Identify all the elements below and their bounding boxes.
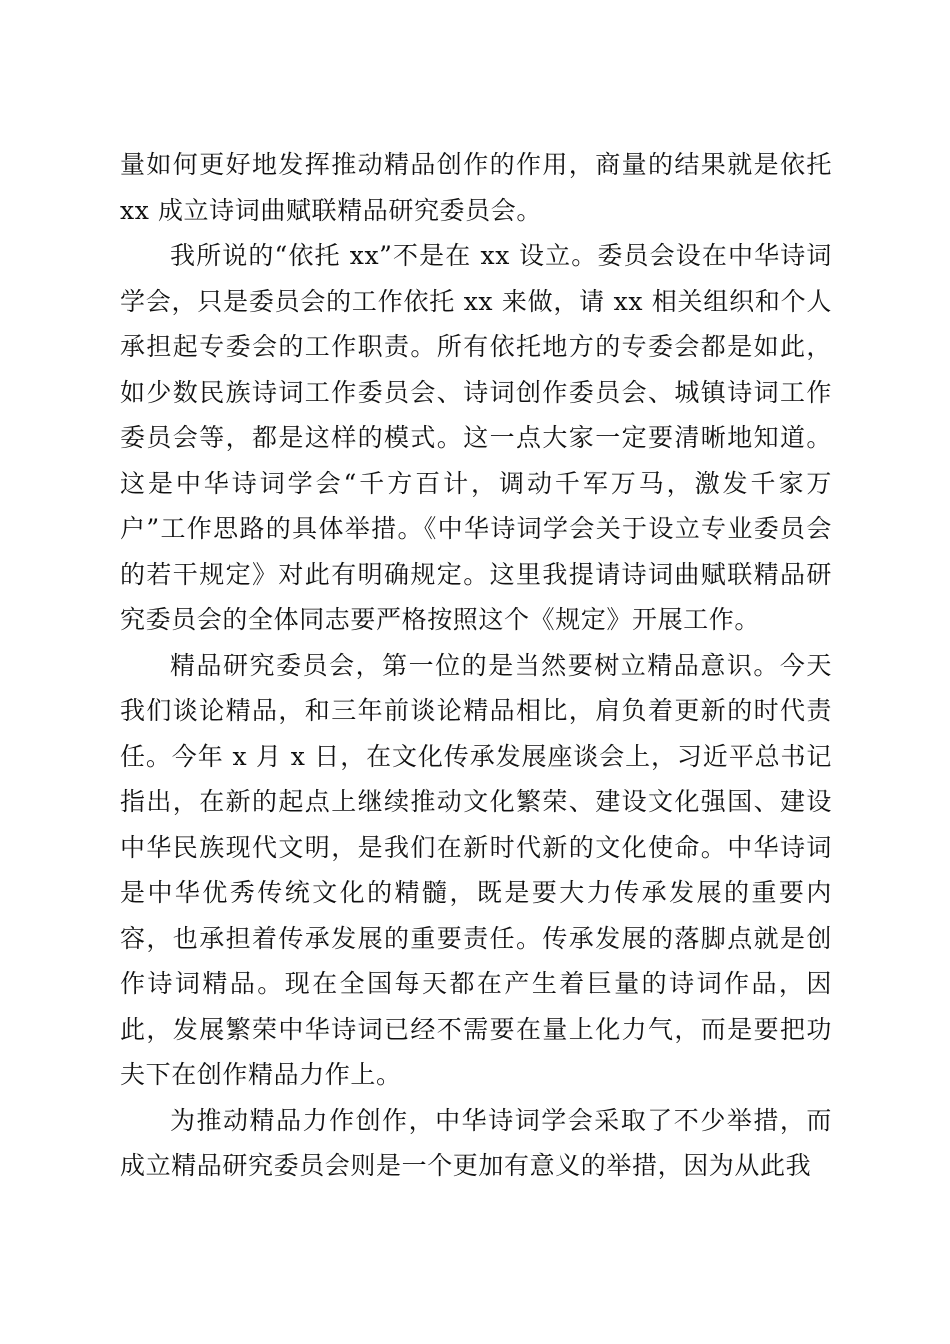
document-body xyxy=(120,142,832,1189)
paragraph-continuation: 量如何更好地发挥推动精品创作的作用，商量的结果就是依托 xx 成立诗词曲赋联精品研究委员会。 xyxy=(120,150,832,225)
paragraph: 为推动精品力作创作，中华诗词学会采取了不少举措，而成立精品研究委员会则是一个更加有意义的举措，因为从此我 xyxy=(120,1105,832,1180)
paragraph: 精品研究委员会，第一位的是当然要树立精品意识。今天我们谈论精品，和三年前谈论精品相比，肩负着更新的时代责任。今年 x 月 x 日，在文化传承发展座谈会上，习近平总书记指出，在新的起点上继续推动文化繁荣、建设文化强国、建设中华民族现代文明，是我们在新时代新的文化使命。中华诗词是中华优秀传统文化的精髓，既是要大力传承发展的重要内容，也承担着传承发展的重要责任。传承发展的落脚点就是创作诗词精品。现在全国每天都在产生着巨量的诗词作品，因此，发展繁荣中华诗词已经不需要在量上化力气，而是要把功夫下在创作精品力作上。 xyxy=(120,650,832,1089)
paragraph: 我所说的“依托 xx”不是在 xx 设立。委员会设在中华诗词学会，只是委员会的工作依托 xx 来做，请 xx 相关组织和个人承担起专委会的工作职责。所有依托地方的专委会都是如此，如少数民族诗词工作委员会、诗词创作委员会、城镇诗词工作委员会等，都是这样的模式。这一点大家一定要清晰地知道。这是中华诗词学会“千方百计，调动千军万马，激发千家万户”工作思路的具体举措。《中华诗词学会关于设立专业委员会的若干规定》对此有明确规定。这里我提请诗词曲赋联精品研究委员会的全体同志要严格按照这个《规定》开展工作。 xyxy=(120,241,832,634)
